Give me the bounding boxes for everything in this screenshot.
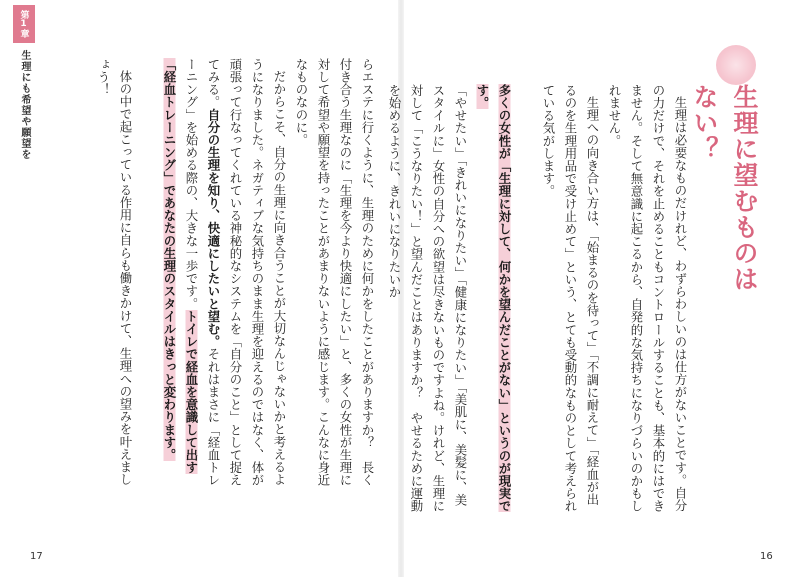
paragraph: 生理は必要なものだけれど、わずらわしいのは仕方がないことです。自分の力だけで、それを止めることもコントロールすることも、基本的にはできません。そして無意識に起こるから、自発的な気持ちになりづらいのかもしれません。 xyxy=(607,84,688,513)
section-heading: 生理に望むものはない？ xyxy=(690,84,759,292)
paragraph xyxy=(158,58,290,498)
paragraph xyxy=(471,84,515,518)
heading-decoration-circle xyxy=(716,45,756,85)
paragraph: 「やせたい」「きれいになりたい」「健康になりたい」「美肌に、美髪に、美スタイルに」女性の自分への欲望は尽きないものですよね。けれど、生理に対して「こうなりたい！」と望んだことはありますか？ やせるために運動を始めるように、きれいになりたいか xyxy=(387,84,468,513)
paragraph: らエステに行くように、生理のために何かをしたことがありますか？ 長く付き合う生理なのに「生理を今より快適にしたい」と、多くの女性が生理に対して希望や願望を持ったことがあまりないように感じます。こんなに身近なものなのに。 xyxy=(294,58,375,487)
left-page-body xyxy=(80,58,378,498)
paragraph: 体の中で起こっている作用に自らも働きかけて、生理への望みを叶えましょう！ xyxy=(96,58,133,487)
text-run: それはまさに「経血トレーニング」を始める際の、大きな一歩です。 xyxy=(184,58,221,487)
highlighted-text: トイレで経血を意識して出す「経血トレーニング」であなたの生理のスタイルはきっと変わります。 xyxy=(162,58,199,474)
page-number-left: 17 xyxy=(30,551,43,562)
page-number-right: 16 xyxy=(760,551,773,562)
bold-text: 自分の生理を知り、快適にしたいと望む。 xyxy=(206,108,221,348)
text-run: だからこそ、自分の生理に向き合うことが大切なんじゃないかと考えるようになりました。ネガティブな気持ちのまま生理を迎えるのではなく、体が頑張って行なってくれている神秘的なシステムを「自分のこと」として捉えてみる。 xyxy=(206,58,287,487)
highlighted-text: 多くの女性が「生理に対して、何かを望んだことがない」というのが現実です。 xyxy=(475,84,512,513)
chapter-running-title: 生理にも希望や願望を xyxy=(19,50,30,160)
chapter-tab: 第1章 xyxy=(13,5,35,43)
paragraph: 生理への向き合い方は、「始まるのを待って」「不調に耐えて」「経血が出るのを生理用品で受け止めて」という、とても受動的なものとして考えられている気がします。 xyxy=(541,84,600,513)
right-page-body xyxy=(387,84,691,518)
